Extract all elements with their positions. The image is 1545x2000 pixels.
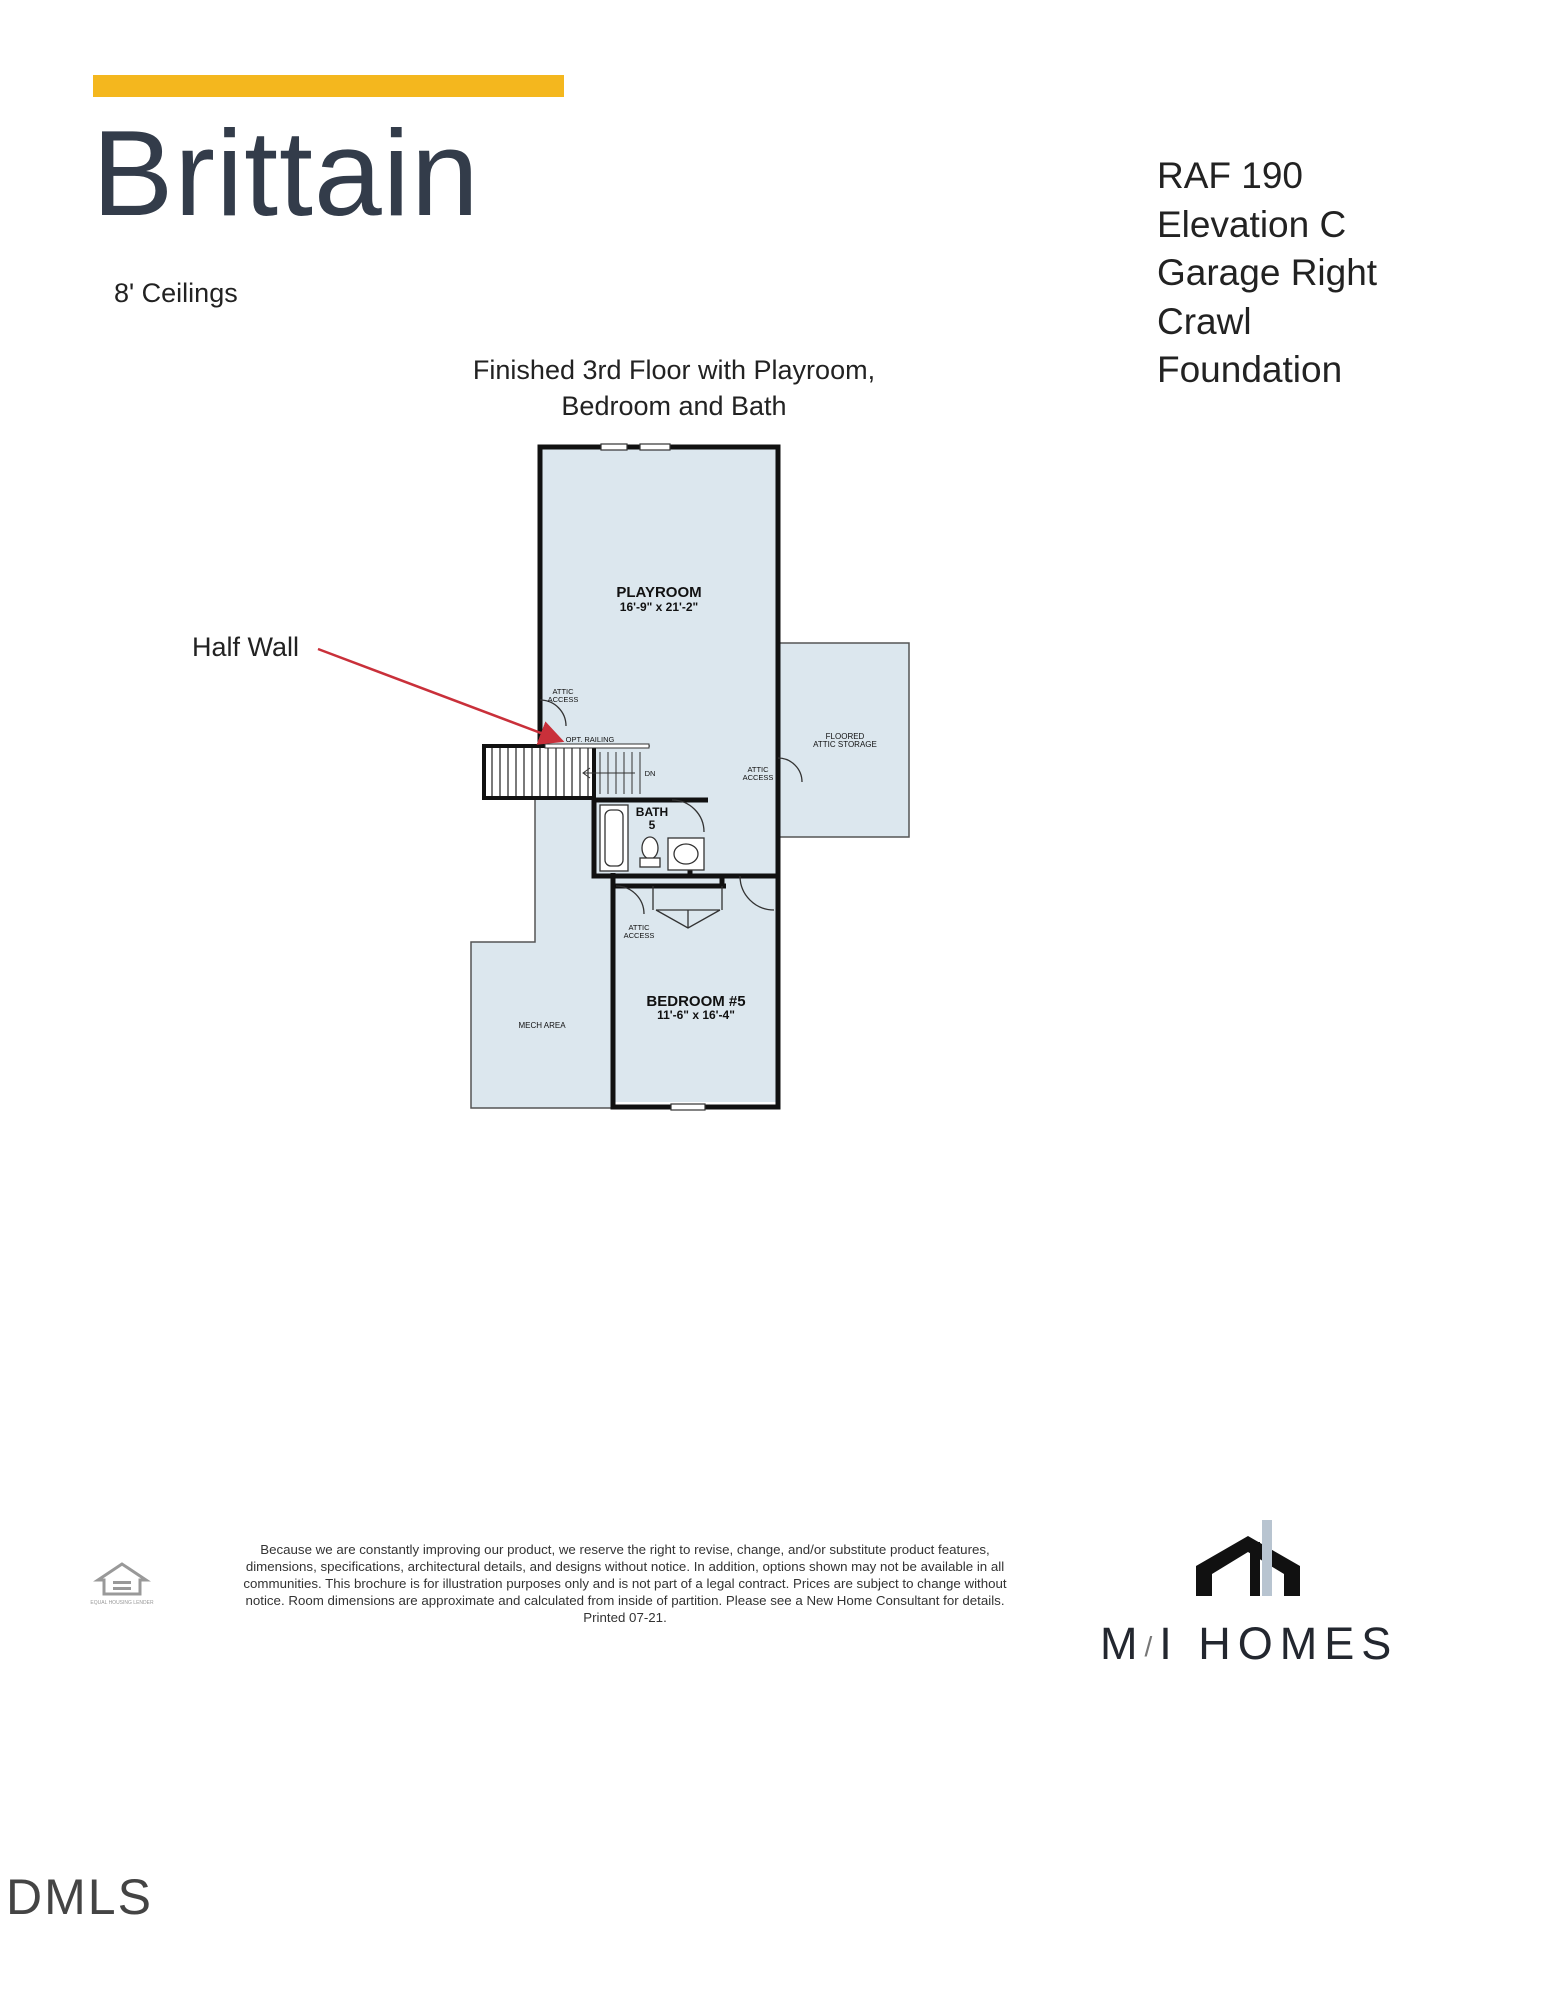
playroom-dims: 16'-9" x 21'-2" — [619, 600, 699, 614]
attic-storage-line2: ATTIC STORAGE — [813, 740, 877, 749]
stairs-down-label: DN — [644, 769, 656, 778]
opt-railing-label: OPT. RAILING — [565, 735, 615, 744]
mech-area-label: MECH AREA — [518, 1021, 566, 1030]
attic-access-label: ATTIC — [552, 687, 574, 696]
equal-housing-text: EQUAL HOUSING LENDER — [90, 1600, 154, 1606]
bath-name: BATH — [635, 805, 669, 819]
equal-housing-icon — [90, 1562, 154, 1612]
attic-access-label: ATTIC — [747, 765, 769, 774]
dmls-watermark: DMLS — [6, 1869, 153, 1925]
half-wall-arrow — [318, 649, 562, 741]
spec-line: RAF 190 — [1157, 155, 1304, 196]
bedroom-name: BEDROOM #5 — [646, 993, 746, 1010]
bedroom-dims: 11'-6" x 16'-4" — [657, 1008, 735, 1022]
brand-wordmark: M/I HOMES — [1100, 1618, 1399, 1669]
spec-line: Garage Right — [1157, 252, 1378, 293]
playroom-name: PLAYROOM — [616, 584, 702, 601]
attic-access-label: ACCESS — [547, 695, 579, 704]
half-wall-callout: Half Wall — [192, 632, 300, 662]
attic-access-label: ATTIC — [628, 923, 650, 932]
caption-line: Finished 3rd Floor with Playroom, — [472, 355, 876, 385]
ceiling-height: 8' Ceilings — [114, 278, 238, 308]
spec-line: Elevation C — [1157, 203, 1347, 245]
attic-storage-line1: FLOORED — [825, 732, 865, 741]
attic-access-label: ACCESS — [742, 773, 774, 782]
spec-line: Foundation — [1157, 349, 1343, 390]
attic-access-label: ACCESS — [623, 931, 655, 940]
bath-number: 5 — [648, 818, 656, 832]
legal-disclaimer: Because we are constantly improving our product, we reserve the right to revise, change, and/or substitute product features, dimensions, specifications, architectural details, and designs without notice. In addition, options shown may not be available in all communities. This brochure is for illustration purposes only and is not part of a legal contract. Prices are subject to change without notice. Room dimensions are approximate and calculated from inside of partition. Please see a New Home Consultant for details. Printed 07-21. — [243, 1542, 1007, 1625]
brand-letter-m: M — [1100, 1618, 1145, 1669]
plan-title: Brittain — [92, 105, 480, 241]
spec-line: Crawl — [1157, 300, 1252, 342]
brand-letters-homes: I HOMES — [1159, 1618, 1399, 1669]
caption-line: Bedroom and Bath — [561, 391, 787, 421]
